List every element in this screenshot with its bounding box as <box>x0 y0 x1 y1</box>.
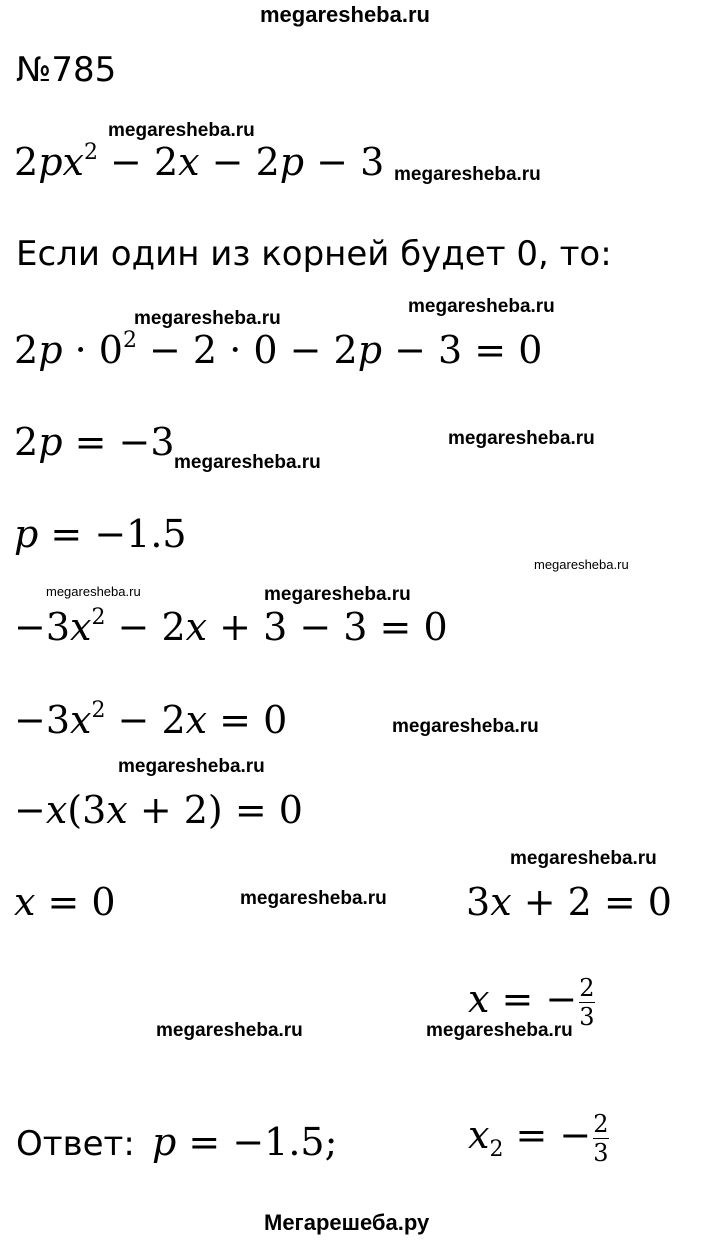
footer-site: Мегарешеба.ру <box>264 1210 430 1235</box>
watermark: megaresheba.ru <box>156 1020 303 1041</box>
watermark: megaresheba.ru <box>394 164 541 185</box>
condition-text: Если один из корней будет 0, то: <box>16 234 612 274</box>
equation-7: −x(3x + 2) = 0 <box>14 788 303 832</box>
watermark: megaresheba.ru <box>240 888 387 909</box>
fraction: $\frac{2}{3}$ <box>579 974 595 1031</box>
watermark: megaresheba.ru <box>534 557 629 572</box>
watermark: megaresheba.ru <box>392 716 539 737</box>
watermark: megaresheba.ru <box>426 1020 573 1041</box>
answer-label: Ответ: <box>16 1124 135 1164</box>
watermark: megaresheba.ru <box>46 584 141 599</box>
problem-number: №785 <box>16 50 117 90</box>
watermark: megaresheba.ru <box>108 120 255 141</box>
answer-x: $x_2$ = − $\frac{2}{3}$ <box>468 1110 609 1167</box>
equation-4: p = −1.5 <box>14 512 187 556</box>
watermark: megaresheba.ru <box>264 584 411 605</box>
equation-6: $-3x^2 - 2x = 0$ <box>14 698 288 742</box>
equation-1: $2px^2 - 2x - 2p - 3$ <box>14 140 385 184</box>
watermark: megaresheba.ru <box>174 452 321 473</box>
watermark: megaresheba.ru <box>408 296 555 317</box>
watermark: megaresheba.ru <box>510 848 657 869</box>
equation-5: $-3x^2 - 2x + 3 - 3 = 0$ <box>14 605 448 649</box>
equation-2: $2p \cdot 0^2 - 2 \cdot 0 - 2p - 3 = 0$ <box>14 328 543 372</box>
answer-fraction: $\frac{2}{3}$ <box>593 1110 609 1167</box>
equation-8: x = 0 <box>14 880 116 924</box>
watermark: megaresheba.ru <box>118 756 265 777</box>
equation-9: 3x + 2 = 0 <box>466 880 672 924</box>
answer-p: p = −1.5; <box>152 1120 338 1164</box>
equation-10: x = − $\frac{2}{3}$ <box>468 974 595 1031</box>
equation-3: 2p = −3 <box>14 420 175 464</box>
header-site: megaresheba.ru <box>260 2 430 27</box>
watermark: megaresheba.ru <box>134 308 281 329</box>
watermark: megaresheba.ru <box>448 428 595 449</box>
